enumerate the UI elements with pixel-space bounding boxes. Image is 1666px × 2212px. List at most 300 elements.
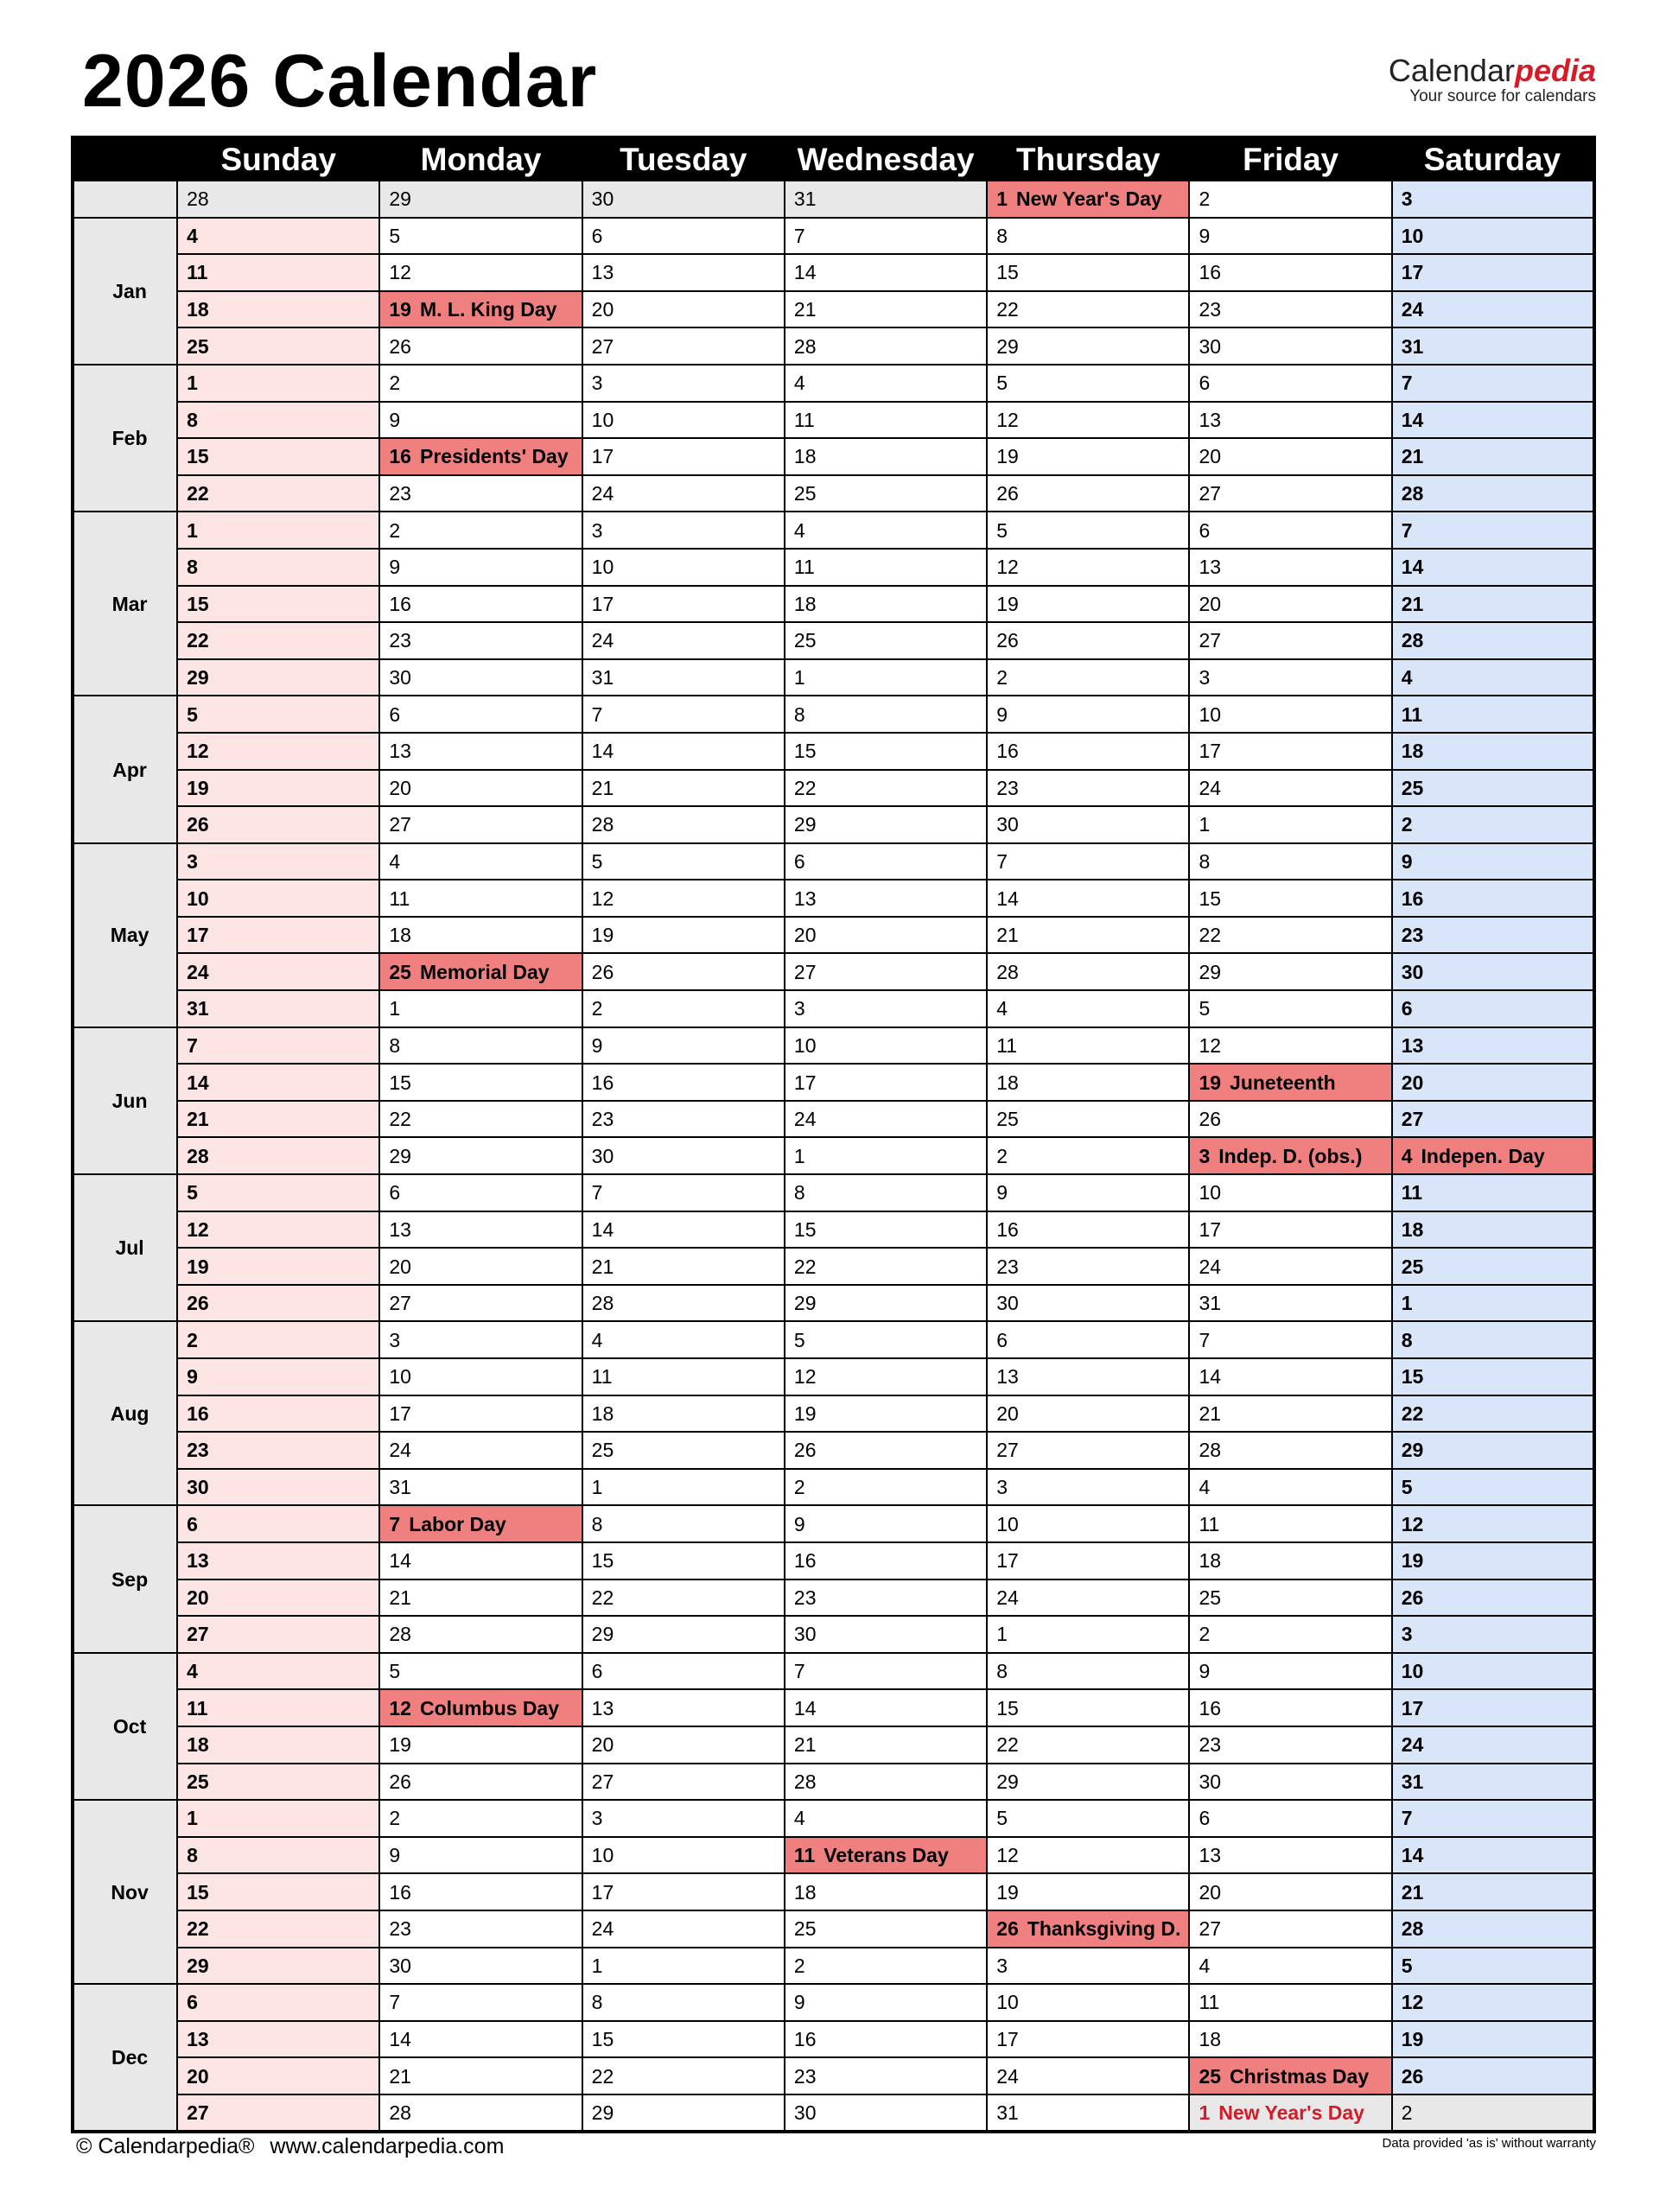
day-cell[interactable] [1189, 1542, 1391, 1580]
day-cell[interactable] [1189, 291, 1391, 328]
day-cell[interactable] [785, 1873, 987, 1910]
day-cell[interactable] [582, 880, 785, 917]
day-cell[interactable] [1189, 1689, 1391, 1726]
day-cell[interactable] [1189, 512, 1391, 549]
day-cell[interactable] [582, 1248, 785, 1285]
day-cell[interactable] [1189, 770, 1391, 807]
saturday-cell[interactable] [1392, 1432, 1594, 1469]
day-cell[interactable] [379, 1984, 582, 2021]
day-cell[interactable] [582, 1174, 785, 1211]
day-cell[interactable] [785, 696, 987, 733]
day-cell[interactable] [785, 1358, 987, 1395]
holiday-cell[interactable] [1189, 1137, 1391, 1174]
sunday-cell[interactable] [177, 1321, 379, 1358]
day-cell[interactable] [987, 2094, 1189, 2133]
day-cell[interactable] [785, 1211, 987, 1249]
day-cell[interactable] [987, 1211, 1189, 1249]
saturday-cell[interactable] [1392, 438, 1594, 475]
saturday-cell[interactable] [1392, 1873, 1594, 1910]
saturday-cell[interactable] [1392, 1064, 1594, 1101]
day-cell[interactable] [785, 181, 987, 218]
saturday-cell[interactable] [1392, 365, 1594, 402]
sunday-cell[interactable] [177, 549, 379, 586]
saturday-cell[interactable] [1392, 2094, 1594, 2133]
day-cell[interactable] [785, 1395, 987, 1433]
day-cell[interactable] [987, 880, 1189, 917]
sunday-cell[interactable] [177, 880, 379, 917]
day-cell[interactable] [785, 1616, 987, 1653]
sunday-cell[interactable] [177, 218, 379, 255]
saturday-cell[interactable] [1392, 586, 1594, 623]
saturday-cell[interactable] [1392, 953, 1594, 990]
sunday-cell[interactable] [177, 1542, 379, 1580]
day-cell[interactable] [987, 1321, 1189, 1358]
footer-url[interactable]: www.calendarpedia.com [270, 2134, 505, 2158]
saturday-cell[interactable] [1392, 770, 1594, 807]
holiday-cell[interactable] [379, 438, 582, 475]
day-cell[interactable] [582, 1211, 785, 1249]
day-cell[interactable] [987, 696, 1189, 733]
sunday-cell[interactable] [177, 254, 379, 291]
saturday-cell[interactable] [1392, 622, 1594, 659]
day-cell[interactable] [785, 1948, 987, 1985]
saturday-cell[interactable] [1392, 806, 1594, 843]
day-cell[interactable] [1189, 1321, 1391, 1358]
saturday-cell[interactable] [1392, 1469, 1594, 1506]
day-cell[interactable] [1189, 254, 1391, 291]
day-cell[interactable] [379, 917, 582, 954]
day-cell[interactable] [987, 1653, 1189, 1690]
day-cell[interactable] [582, 1137, 785, 1174]
day-cell[interactable] [582, 806, 785, 843]
day-cell[interactable] [379, 1580, 582, 1617]
day-cell[interactable] [785, 2021, 987, 2058]
day-cell[interactable] [785, 917, 987, 954]
day-cell[interactable] [785, 1432, 987, 1469]
day-cell[interactable] [582, 1027, 785, 1065]
saturday-cell[interactable] [1392, 1505, 1594, 1542]
day-cell[interactable] [785, 1285, 987, 1322]
day-cell[interactable] [785, 291, 987, 328]
day-cell[interactable] [1189, 990, 1391, 1027]
day-cell[interactable] [987, 806, 1189, 843]
holiday-cell[interactable] [379, 291, 582, 328]
day-cell[interactable] [1189, 475, 1391, 512]
saturday-cell[interactable] [1392, 1616, 1594, 1653]
day-cell[interactable] [785, 1984, 987, 2021]
day-cell[interactable] [1189, 806, 1391, 843]
day-cell[interactable] [1189, 1469, 1391, 1506]
sunday-cell[interactable] [177, 586, 379, 623]
day-cell[interactable] [582, 475, 785, 512]
day-cell[interactable] [987, 291, 1189, 328]
day-cell[interactable] [379, 586, 582, 623]
saturday-cell[interactable] [1392, 218, 1594, 255]
day-cell[interactable] [987, 586, 1189, 623]
day-cell[interactable] [379, 622, 582, 659]
day-cell[interactable] [582, 1064, 785, 1101]
day-cell[interactable] [582, 1469, 785, 1506]
day-cell[interactable] [987, 1764, 1189, 1801]
day-cell[interactable] [1189, 1837, 1391, 1874]
day-cell[interactable] [379, 1248, 582, 1285]
day-cell[interactable] [785, 1064, 987, 1101]
saturday-cell[interactable] [1392, 733, 1594, 770]
saturday-cell[interactable] [1392, 1910, 1594, 1948]
day-cell[interactable] [379, 1948, 582, 1985]
day-cell[interactable] [987, 1984, 1189, 2021]
sunday-cell[interactable] [177, 1358, 379, 1395]
sunday-cell[interactable] [177, 1211, 379, 1249]
holiday-cell[interactable] [1189, 2094, 1391, 2133]
day-cell[interactable] [379, 365, 582, 402]
day-cell[interactable] [379, 1027, 582, 1065]
day-cell[interactable] [379, 1432, 582, 1469]
day-cell[interactable] [582, 549, 785, 586]
day-cell[interactable] [379, 696, 582, 733]
sunday-cell[interactable] [177, 806, 379, 843]
day-cell[interactable] [785, 1726, 987, 1764]
saturday-cell[interactable] [1392, 1174, 1594, 1211]
sunday-cell[interactable] [177, 843, 379, 880]
day-cell[interactable] [987, 1358, 1189, 1395]
brand-logo[interactable] [1389, 54, 1596, 105]
day-cell[interactable] [582, 1580, 785, 1617]
day-cell[interactable] [1189, 1248, 1391, 1285]
day-cell[interactable] [582, 365, 785, 402]
day-cell[interactable] [785, 218, 987, 255]
day-cell[interactable] [785, 1137, 987, 1174]
day-cell[interactable] [785, 1689, 987, 1726]
saturday-cell[interactable] [1392, 291, 1594, 328]
saturday-cell[interactable] [1392, 1800, 1594, 1837]
day-cell[interactable] [582, 254, 785, 291]
day-cell[interactable] [987, 402, 1189, 439]
day-cell[interactable] [379, 327, 582, 365]
day-cell[interactable] [582, 1358, 785, 1395]
day-cell[interactable] [987, 1726, 1189, 1764]
day-cell[interactable] [379, 549, 582, 586]
day-cell[interactable] [987, 2021, 1189, 2058]
sunday-cell[interactable] [177, 512, 379, 549]
day-cell[interactable] [1189, 2021, 1391, 2058]
day-cell[interactable] [785, 549, 987, 586]
day-cell[interactable] [785, 843, 987, 880]
sunday-cell[interactable] [177, 1653, 379, 1690]
sunday-cell[interactable] [177, 1027, 379, 1065]
holiday-cell[interactable] [987, 181, 1189, 218]
day-cell[interactable] [785, 659, 987, 696]
day-cell[interactable] [785, 770, 987, 807]
day-cell[interactable] [582, 1285, 785, 1322]
sunday-cell[interactable] [177, 1248, 379, 1285]
day-cell[interactable] [785, 438, 987, 475]
saturday-cell[interactable] [1392, 917, 1594, 954]
day-cell[interactable] [987, 254, 1189, 291]
day-cell[interactable] [582, 843, 785, 880]
day-cell[interactable] [987, 1248, 1189, 1285]
day-cell[interactable] [582, 1764, 785, 1801]
holiday-cell[interactable] [1189, 1064, 1391, 1101]
day-cell[interactable] [379, 1469, 582, 1506]
day-cell[interactable] [785, 880, 987, 917]
day-cell[interactable] [1189, 181, 1391, 218]
sunday-cell[interactable] [177, 659, 379, 696]
day-cell[interactable] [785, 586, 987, 623]
day-cell[interactable] [1189, 1580, 1391, 1617]
day-cell[interactable] [1189, 1616, 1391, 1653]
sunday-cell[interactable] [177, 1873, 379, 1910]
saturday-cell[interactable] [1392, 1285, 1594, 1322]
holiday-cell[interactable] [379, 1505, 582, 1542]
sunday-cell[interactable] [177, 990, 379, 1027]
day-cell[interactable] [582, 512, 785, 549]
day-cell[interactable] [582, 953, 785, 990]
saturday-cell[interactable] [1392, 843, 1594, 880]
day-cell[interactable] [1189, 1358, 1391, 1395]
saturday-cell[interactable] [1392, 327, 1594, 365]
day-cell[interactable] [1189, 438, 1391, 475]
day-cell[interactable] [1189, 917, 1391, 954]
sunday-cell[interactable] [177, 1285, 379, 1322]
day-cell[interactable] [1189, 1395, 1391, 1433]
day-cell[interactable] [1189, 1432, 1391, 1469]
day-cell[interactable] [987, 1580, 1189, 1617]
day-cell[interactable] [379, 1726, 582, 1764]
day-cell[interactable] [987, 549, 1189, 586]
day-cell[interactable] [582, 218, 785, 255]
day-cell[interactable] [785, 365, 987, 402]
day-cell[interactable] [582, 770, 785, 807]
day-cell[interactable] [379, 1837, 582, 1874]
day-cell[interactable] [379, 880, 582, 917]
holiday-cell[interactable] [379, 1689, 582, 1726]
day-cell[interactable] [582, 181, 785, 218]
day-cell[interactable] [582, 1395, 785, 1433]
day-cell[interactable] [1189, 953, 1391, 990]
day-cell[interactable] [582, 990, 785, 1027]
day-cell[interactable] [582, 438, 785, 475]
day-cell[interactable] [379, 1285, 582, 1322]
sunday-cell[interactable] [177, 917, 379, 954]
day-cell[interactable] [785, 1027, 987, 1065]
saturday-cell[interactable] [1392, 1248, 1594, 1285]
day-cell[interactable] [785, 1542, 987, 1580]
day-cell[interactable] [785, 402, 987, 439]
day-cell[interactable] [785, 254, 987, 291]
day-cell[interactable] [1189, 733, 1391, 770]
day-cell[interactable] [785, 953, 987, 990]
day-cell[interactable] [582, 733, 785, 770]
saturday-cell[interactable] [1392, 1395, 1594, 1433]
day-cell[interactable] [1189, 402, 1391, 439]
day-cell[interactable] [1189, 1505, 1391, 1542]
day-cell[interactable] [987, 218, 1189, 255]
day-cell[interactable] [1189, 1211, 1391, 1249]
day-cell[interactable] [987, 1616, 1189, 1653]
sunday-cell[interactable] [177, 1689, 379, 1726]
day-cell[interactable] [987, 1800, 1189, 1837]
day-cell[interactable] [379, 1873, 582, 1910]
day-cell[interactable] [582, 622, 785, 659]
day-cell[interactable] [582, 1910, 785, 1948]
day-cell[interactable] [1189, 1948, 1391, 1985]
saturday-cell[interactable] [1392, 659, 1594, 696]
day-cell[interactable] [987, 438, 1189, 475]
sunday-cell[interactable] [177, 1137, 379, 1174]
day-cell[interactable] [379, 402, 582, 439]
day-cell[interactable] [582, 2021, 785, 2058]
day-cell[interactable] [582, 1653, 785, 1690]
saturday-cell[interactable] [1392, 475, 1594, 512]
sunday-cell[interactable] [177, 696, 379, 733]
day-cell[interactable] [987, 770, 1189, 807]
day-cell[interactable] [379, 1395, 582, 1433]
day-cell[interactable] [785, 2057, 987, 2094]
saturday-cell[interactable] [1392, 1726, 1594, 1764]
day-cell[interactable] [987, 622, 1189, 659]
sunday-cell[interactable] [177, 622, 379, 659]
day-cell[interactable] [987, 1174, 1189, 1211]
day-cell[interactable] [1189, 1027, 1391, 1065]
day-cell[interactable] [1189, 880, 1391, 917]
day-cell[interactable] [379, 1064, 582, 1101]
day-cell[interactable] [582, 1984, 785, 2021]
sunday-cell[interactable] [177, 1764, 379, 1801]
day-cell[interactable] [1189, 1873, 1391, 1910]
day-cell[interactable] [379, 733, 582, 770]
day-cell[interactable] [785, 512, 987, 549]
day-cell[interactable] [1189, 1984, 1391, 2021]
saturday-cell[interactable] [1392, 1948, 1594, 1985]
day-cell[interactable] [1189, 327, 1391, 365]
day-cell[interactable] [1189, 1910, 1391, 1948]
day-cell[interactable] [379, 1101, 582, 1138]
day-cell[interactable] [379, 1653, 582, 1690]
day-cell[interactable] [785, 1505, 987, 1542]
day-cell[interactable] [785, 1580, 987, 1617]
day-cell[interactable] [987, 1285, 1189, 1322]
day-cell[interactable] [987, 365, 1189, 402]
day-cell[interactable] [379, 2057, 582, 2094]
day-cell[interactable] [582, 917, 785, 954]
day-cell[interactable] [582, 327, 785, 365]
day-cell[interactable] [582, 1321, 785, 1358]
sunday-cell[interactable] [177, 2021, 379, 2058]
sunday-cell[interactable] [177, 402, 379, 439]
sunday-cell[interactable] [177, 1984, 379, 2021]
day-cell[interactable] [987, 1873, 1189, 1910]
saturday-cell[interactable] [1392, 549, 1594, 586]
sunday-cell[interactable] [177, 733, 379, 770]
holiday-cell[interactable] [1392, 1137, 1594, 1174]
day-cell[interactable] [785, 1174, 987, 1211]
day-cell[interactable] [582, 2057, 785, 2094]
day-cell[interactable] [582, 1873, 785, 1910]
day-cell[interactable] [582, 1800, 785, 1837]
sunday-cell[interactable] [177, 1910, 379, 1948]
day-cell[interactable] [1189, 1285, 1391, 1322]
saturday-cell[interactable] [1392, 1580, 1594, 1617]
saturday-cell[interactable] [1392, 1321, 1594, 1358]
saturday-cell[interactable] [1392, 1764, 1594, 1801]
day-cell[interactable] [785, 1764, 987, 1801]
day-cell[interactable] [987, 1064, 1189, 1101]
day-cell[interactable] [1189, 696, 1391, 733]
saturday-cell[interactable] [1392, 880, 1594, 917]
sunday-cell[interactable] [177, 1505, 379, 1542]
day-cell[interactable] [987, 327, 1189, 365]
day-cell[interactable] [379, 512, 582, 549]
saturday-cell[interactable] [1392, 1837, 1594, 1874]
sunday-cell[interactable] [177, 953, 379, 990]
saturday-cell[interactable] [1392, 1101, 1594, 1138]
day-cell[interactable] [785, 733, 987, 770]
sunday-cell[interactable] [177, 1174, 379, 1211]
day-cell[interactable] [582, 1432, 785, 1469]
holiday-cell[interactable] [1189, 2057, 1391, 2094]
saturday-cell[interactable] [1392, 181, 1594, 218]
day-cell[interactable] [1189, 843, 1391, 880]
saturday-cell[interactable] [1392, 990, 1594, 1027]
day-cell[interactable] [987, 843, 1189, 880]
day-cell[interactable] [379, 806, 582, 843]
saturday-cell[interactable] [1392, 1211, 1594, 1249]
sunday-cell[interactable] [177, 1101, 379, 1138]
day-cell[interactable] [582, 1689, 785, 1726]
day-cell[interactable] [379, 218, 582, 255]
day-cell[interactable] [379, 1358, 582, 1395]
day-cell[interactable] [987, 1542, 1189, 1580]
day-cell[interactable] [379, 659, 582, 696]
day-cell[interactable] [582, 1101, 785, 1138]
day-cell[interactable] [987, 1101, 1189, 1138]
saturday-cell[interactable] [1392, 1027, 1594, 1065]
sunday-cell[interactable] [177, 1469, 379, 1506]
day-cell[interactable] [379, 181, 582, 218]
day-cell[interactable] [582, 1616, 785, 1653]
day-cell[interactable] [1189, 1764, 1391, 1801]
saturday-cell[interactable] [1392, 1542, 1594, 1580]
day-cell[interactable] [582, 1542, 785, 1580]
day-cell[interactable] [785, 1469, 987, 1506]
day-cell[interactable] [1189, 1101, 1391, 1138]
day-cell[interactable] [582, 1837, 785, 1874]
saturday-cell[interactable] [1392, 2057, 1594, 2094]
day-cell[interactable] [987, 1505, 1189, 1542]
day-cell[interactable] [1189, 1653, 1391, 1690]
day-cell[interactable] [1189, 549, 1391, 586]
sunday-cell[interactable] [177, 1432, 379, 1469]
sunday-cell[interactable] [177, 475, 379, 512]
day-cell[interactable] [582, 1726, 785, 1764]
day-cell[interactable] [582, 402, 785, 439]
day-cell[interactable] [987, 1395, 1189, 1433]
saturday-cell[interactable] [1392, 1358, 1594, 1395]
day-cell[interactable] [379, 475, 582, 512]
sunday-cell[interactable] [177, 1726, 379, 1764]
day-cell[interactable] [987, 1948, 1189, 1985]
sunday-cell[interactable] [177, 770, 379, 807]
day-cell[interactable] [379, 1910, 582, 1948]
day-cell[interactable] [1189, 218, 1391, 255]
day-cell[interactable] [785, 1910, 987, 1948]
saturday-cell[interactable] [1392, 1653, 1594, 1690]
day-cell[interactable] [785, 1248, 987, 1285]
sunday-cell[interactable] [177, 291, 379, 328]
day-cell[interactable] [582, 586, 785, 623]
day-cell[interactable] [379, 1542, 582, 1580]
